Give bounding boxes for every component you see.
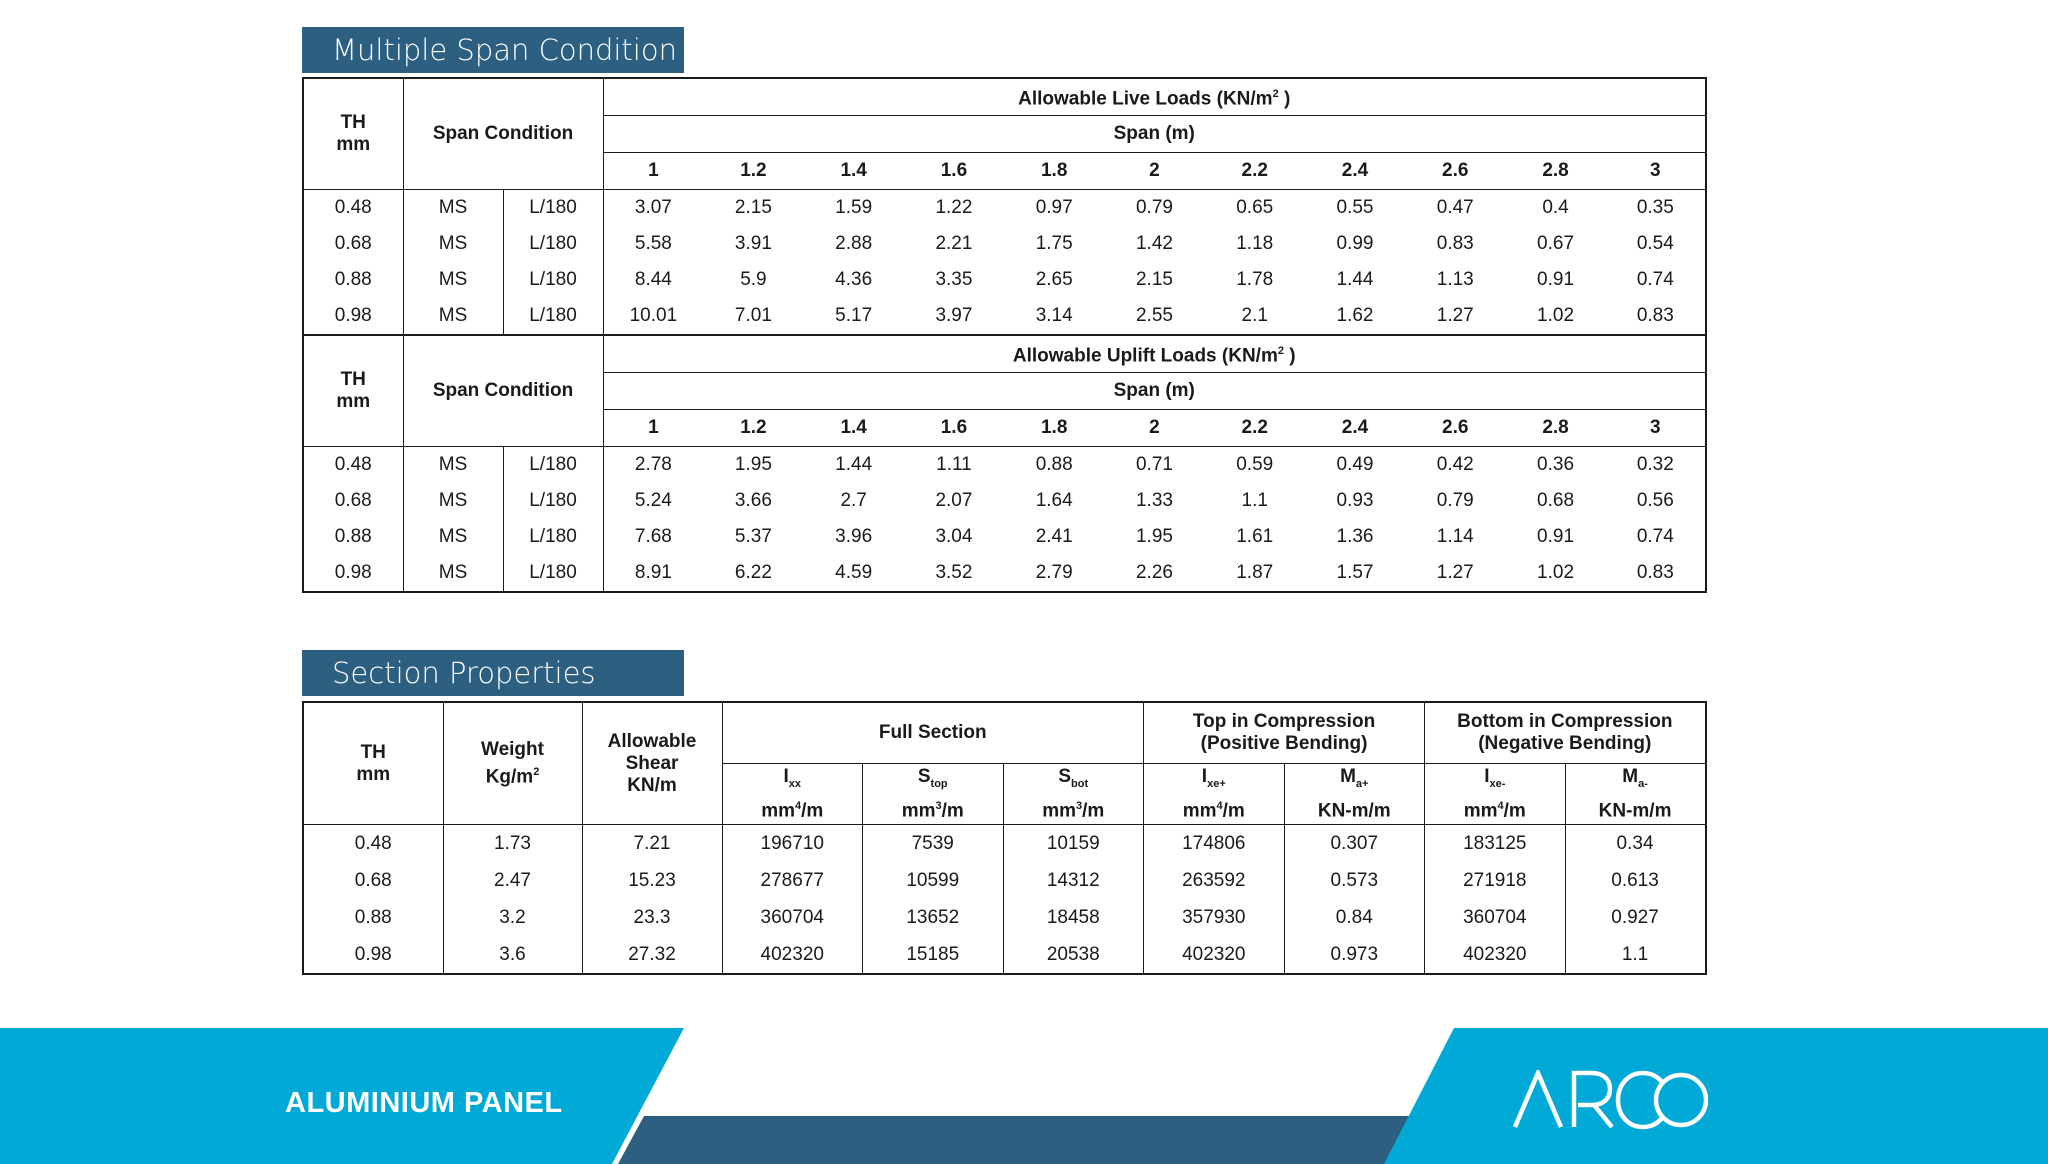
table-row [303,262,1706,298]
unit: mm [1463,800,1498,822]
property-value: 0.613 [1565,862,1706,899]
property-value: 196710 [722,825,863,863]
property-value: 20538 [1003,936,1144,974]
title-text: Allowable Live Loads (KN/m [1018,88,1273,110]
load-value: 3.96 [835,526,873,547]
load-value: 1.61 [1236,526,1274,547]
table-row [303,483,1706,519]
span-value: 1.2 [703,153,803,190]
load-value: 1.75 [1035,233,1073,254]
unit: KN-m/m [1317,800,1391,822]
deflection-limit: L/180 [503,555,603,592]
load-value: 1.44 [1336,269,1374,290]
load-value: 2.15 [1135,269,1173,290]
unit: /m [1082,800,1105,822]
property-value: 402320 [1144,936,1285,974]
header-text: Allowable [607,730,697,752]
title-sup: 2 [1272,88,1279,101]
property-value: 360704 [722,899,863,936]
span-value: 2.6 [1405,153,1505,190]
property-value: 0.573 [1284,862,1425,899]
load-value: 5.24 [603,483,703,519]
load-value: 2.26 [1135,562,1173,583]
section-title: Section Properties [332,656,596,690]
uplift-title-row [303,335,1706,373]
load-value: 5.17 [835,305,873,326]
property-value: 27.32 [582,936,722,974]
symbol: I [783,765,789,787]
th-value: 0.68 [334,490,372,511]
span-value: 3 [1606,153,1706,190]
load-value: 2.41 [1035,526,1073,547]
unit-sup: 3 [1076,799,1083,812]
symbol-sub: a+ [1355,777,1369,790]
property-value: 278677 [722,862,863,899]
property-value: 0.34 [1565,825,1706,863]
load-value: 3.04 [935,526,973,547]
load-value: 1.95 [1135,526,1173,547]
title-sup: 2 [1277,345,1284,358]
property-value: 271918 [1425,862,1566,899]
load-value: 0.59 [1236,454,1274,475]
property-value: 0.973 [1284,936,1425,974]
footer-title: ALUMINIUM PANEL [285,1087,563,1119]
span-value: 2 [1104,153,1204,190]
property-value: 0.68 [354,869,392,891]
condition-value: MS [403,519,503,555]
th-header [303,78,403,190]
load-value: 1.62 [1336,305,1374,326]
load-value: 1.44 [835,454,873,475]
load-value: 1.14 [1436,526,1474,547]
deflection-limit: L/180 [503,226,603,262]
load-value: 0.74 [1636,269,1674,290]
header-text: mm [356,763,391,785]
title-text: ) [1278,88,1291,110]
span-value: 3 [1606,410,1706,447]
span-value: 1.6 [904,410,1004,447]
property-header [1425,764,1566,825]
multiple-span-table [302,77,1707,593]
load-value: 1.42 [1135,233,1173,254]
full-section-header [722,702,1144,764]
load-value: 3.07 [603,190,703,227]
load-value: 0.65 [1236,197,1274,218]
symbol: S [917,765,931,787]
deflection-limit: L/180 [503,262,603,298]
table-row [303,226,1706,262]
span-label: Span (m) [603,373,1706,410]
symbol: I [1201,765,1208,787]
load-value: 1.02 [1537,305,1575,326]
span-value: 1.6 [904,153,1004,190]
property-value: 2.47 [443,862,582,899]
load-value: 0.71 [1135,454,1173,475]
load-value: 5.58 [603,226,703,262]
load-value: 0.49 [1336,454,1374,475]
property-value: 1.1 [1565,936,1706,974]
load-value: 0.83 [1636,305,1674,326]
table-row [303,899,1706,936]
th-value: 0.68 [334,233,372,254]
th-header [303,702,443,825]
property-value: 402320 [1425,936,1566,974]
span-condition-header [403,335,603,447]
load-value: 0.47 [1436,197,1474,218]
table-row [303,862,1706,899]
th-value: 0.98 [334,305,372,326]
property-value: 10159 [1003,825,1144,863]
condition-value: MS [403,555,503,592]
header-text: Kg/m [485,766,534,788]
load-value: 8.91 [603,555,703,592]
span-value: 1.8 [1004,410,1104,447]
unit-sup: 3 [935,799,942,812]
header-text: mm [336,134,371,155]
load-value: 2.79 [1035,562,1073,583]
property-value: 15185 [863,936,1004,974]
load-value: 0.4 [1542,197,1569,218]
load-value: 8.44 [603,262,703,298]
header-text: (Negative Bending) [1478,733,1652,754]
header-text: Span Condition [432,123,574,144]
load-value: 2.65 [1035,269,1073,290]
th-value: 0.48 [334,197,372,218]
symbol-sub: a- [1638,777,1648,790]
unit: mm [1182,800,1217,822]
load-value: 1.33 [1135,490,1173,511]
load-value: 0.97 [1035,197,1073,218]
condition-value: MS [403,298,503,335]
property-header [1565,764,1706,825]
table-row [303,298,1706,335]
section-header-multiple-span [302,27,684,73]
condition-value: MS [403,483,503,519]
load-value: 3.52 [935,562,973,583]
load-value: 0.83 [1436,233,1474,254]
load-value: 1.64 [1035,490,1073,511]
span-value: 1 [603,410,703,447]
symbol-sub: xx [788,777,802,790]
title-text: ) [1283,345,1296,367]
property-value: 14312 [1003,862,1144,899]
top-compression-header [1144,702,1425,764]
table-row [303,936,1706,974]
load-value: 1.1 [1241,490,1268,511]
load-value: 0.91 [1537,269,1575,290]
span-value: 2.8 [1505,153,1605,190]
property-value: 1.73 [443,825,582,863]
property-value: 174806 [1144,825,1285,863]
load-value: 1.11 [936,454,972,475]
load-value: 3.14 [1035,305,1073,326]
unit: mm [1042,800,1076,822]
property-value: 18458 [1003,899,1144,936]
table-row [303,519,1706,555]
unit: /m [941,800,964,822]
load-value: 1.27 [1436,305,1474,326]
property-header [722,764,863,825]
property-value: 0.98 [354,943,392,965]
load-value: 0.99 [1336,233,1374,254]
footer-navy-band [618,1116,1412,1164]
table-row [303,190,1706,227]
title-text: Allowable Uplift Loads (KN/m [1012,345,1278,367]
header-text: Weight [481,738,544,760]
property-value: 360704 [1425,899,1566,936]
load-value: 1.02 [1537,562,1575,583]
property-value: 0.927 [1565,899,1706,936]
load-value: 0.88 [1035,454,1073,475]
load-value: 6.22 [734,562,772,583]
load-value: 0.54 [1636,233,1674,254]
load-value: 1.22 [935,197,973,218]
load-value: 2.88 [835,233,873,254]
span-value: 2.6 [1405,410,1505,447]
property-value: 10599 [863,862,1004,899]
load-value: 7.01 [734,305,772,326]
deflection-limit: L/180 [503,483,603,519]
load-value: 7.68 [603,519,703,555]
load-value: 0.55 [1336,197,1374,218]
load-value: 1.13 [1436,269,1474,290]
table-row [303,825,1706,863]
weight-header [443,702,582,825]
symbol-sub: xe+ [1207,777,1226,790]
property-value: 15.23 [582,862,722,899]
load-value: 1.78 [1236,269,1274,290]
span-value: 2.4 [1305,153,1405,190]
header-text: Bottom in Compression [1457,711,1673,732]
span-value: 2.8 [1505,410,1605,447]
load-value: 1.59 [835,197,873,218]
arco-logo [1512,1070,1708,1130]
header-text: TH [340,369,366,390]
property-value: 357930 [1144,899,1285,936]
load-value: 2.1 [1241,305,1268,326]
property-value: 263592 [1144,862,1285,899]
load-value: 0.42 [1436,454,1474,475]
load-value: 0.91 [1537,526,1575,547]
symbol: M [1622,765,1639,787]
load-value: 0.83 [1636,562,1674,583]
load-value: 1.36 [1336,526,1374,547]
load-value: 3.97 [935,305,973,326]
header-text: mm [336,391,371,412]
load-value: 0.56 [1636,490,1674,511]
unit-sup: 4 [1216,799,1223,812]
load-value: 2.07 [935,490,973,511]
symbol: S [1058,765,1072,787]
property-value: 402320 [722,936,863,974]
load-value: 0.36 [1537,454,1575,475]
span-condition-header [403,78,603,190]
span-value: 2.2 [1205,153,1305,190]
unit-sup: 4 [1497,799,1504,812]
property-value: 23.3 [582,899,722,936]
header-text: TH [340,112,366,133]
property-header [1003,764,1144,825]
unit: KN-m/m [1598,800,1672,822]
load-value: 3.91 [734,233,772,254]
load-value: 0.32 [1636,454,1674,475]
header-text: KN/m [627,774,677,796]
unit: /m [801,800,824,822]
property-value: 0.48 [354,832,392,854]
property-header [1144,764,1285,825]
table-row [303,447,1706,484]
load-value: 2.78 [603,447,703,484]
load-value: 2.21 [935,233,973,254]
load-value: 2.7 [840,490,867,511]
load-value: 10.01 [603,298,703,335]
header-text: TH [360,741,386,763]
deflection-limit: L/180 [503,519,603,555]
uplift-loads-title [603,335,1706,373]
load-value: 1.57 [1336,562,1374,583]
deflection-limit: L/180 [503,298,603,335]
deflection-limit: L/180 [503,190,603,227]
header-text: Shear [625,752,679,774]
load-value: 2.15 [734,197,772,218]
span-value: 2.4 [1305,410,1405,447]
load-value: 0.67 [1537,233,1575,254]
load-value: 1.95 [734,454,772,475]
condition-value: MS [403,226,503,262]
header-text: (Positive Bending) [1200,733,1368,754]
condition-value: MS [403,447,503,484]
load-value: 1.87 [1236,562,1274,583]
symbol-sub: top [930,777,948,790]
header-sup: 2 [533,765,540,778]
span-value: 1.4 [804,153,904,190]
section-header-section-properties [302,650,684,696]
property-value: 3.2 [443,899,582,936]
unit: mm [761,800,795,822]
bottom-compression-header [1425,702,1706,764]
property-header [863,764,1004,825]
load-value: 0.93 [1336,490,1374,511]
header-text: Top in Compression [1192,711,1376,732]
th-value: 0.48 [334,454,372,475]
property-value: 0.307 [1284,825,1425,863]
table-row [303,555,1706,592]
unit: mm [901,800,936,822]
property-value: 7539 [863,825,1004,863]
load-value: 0.79 [1436,490,1474,511]
property-value: 13652 [863,899,1004,936]
header-text: Full Section [878,722,987,743]
live-title-row [303,78,1706,116]
property-header [1284,764,1425,825]
th-value: 0.88 [334,269,372,290]
symbol-sub: xe- [1489,777,1506,790]
load-value: 2.55 [1135,305,1173,326]
th-value: 0.88 [334,526,372,547]
load-value: 3.66 [734,490,772,511]
load-value: 3.35 [935,269,973,290]
load-value: 1.18 [1236,233,1274,254]
symbol: I [1484,765,1490,787]
unit: /m [1503,800,1526,822]
live-loads-title [603,78,1706,116]
unit: /m [1222,800,1245,822]
property-value: 3.6 [443,936,582,974]
section-title: Multiple Span Condition [332,33,677,67]
symbol-sub: bot [1071,777,1089,790]
shear-header [582,702,722,825]
load-value: 0.74 [1636,526,1674,547]
footer-right-band [1384,1028,2048,1164]
span-value: 2 [1104,410,1204,447]
load-value: 5.37 [734,526,772,547]
header-text: Span Condition [432,380,574,401]
load-value: 5.9 [740,269,767,290]
load-value: 0.79 [1135,197,1173,218]
span-value: 1.8 [1004,153,1104,190]
condition-value: MS [403,262,503,298]
property-value: 183125 [1425,825,1566,863]
deflection-limit: L/180 [503,447,603,484]
property-value: 7.21 [582,825,722,863]
condition-value: MS [403,190,503,227]
th-header [303,335,403,447]
span-label: Span (m) [603,116,1706,153]
symbol: M [1340,765,1356,787]
section-properties-table [302,701,1707,975]
unit-sup: 4 [794,799,802,812]
load-value: 0.68 [1537,490,1575,511]
span-value: 1 [603,153,703,190]
span-value: 1.4 [804,410,904,447]
load-value: 4.36 [835,269,873,290]
span-value: 2.2 [1205,410,1305,447]
property-value: 0.84 [1284,899,1425,936]
th-value: 0.98 [334,562,372,583]
load-value: 4.59 [835,562,873,583]
load-value: 1.27 [1436,562,1474,583]
load-value: 0.35 [1636,197,1674,218]
span-value: 1.2 [703,410,803,447]
property-value: 0.88 [354,906,392,928]
